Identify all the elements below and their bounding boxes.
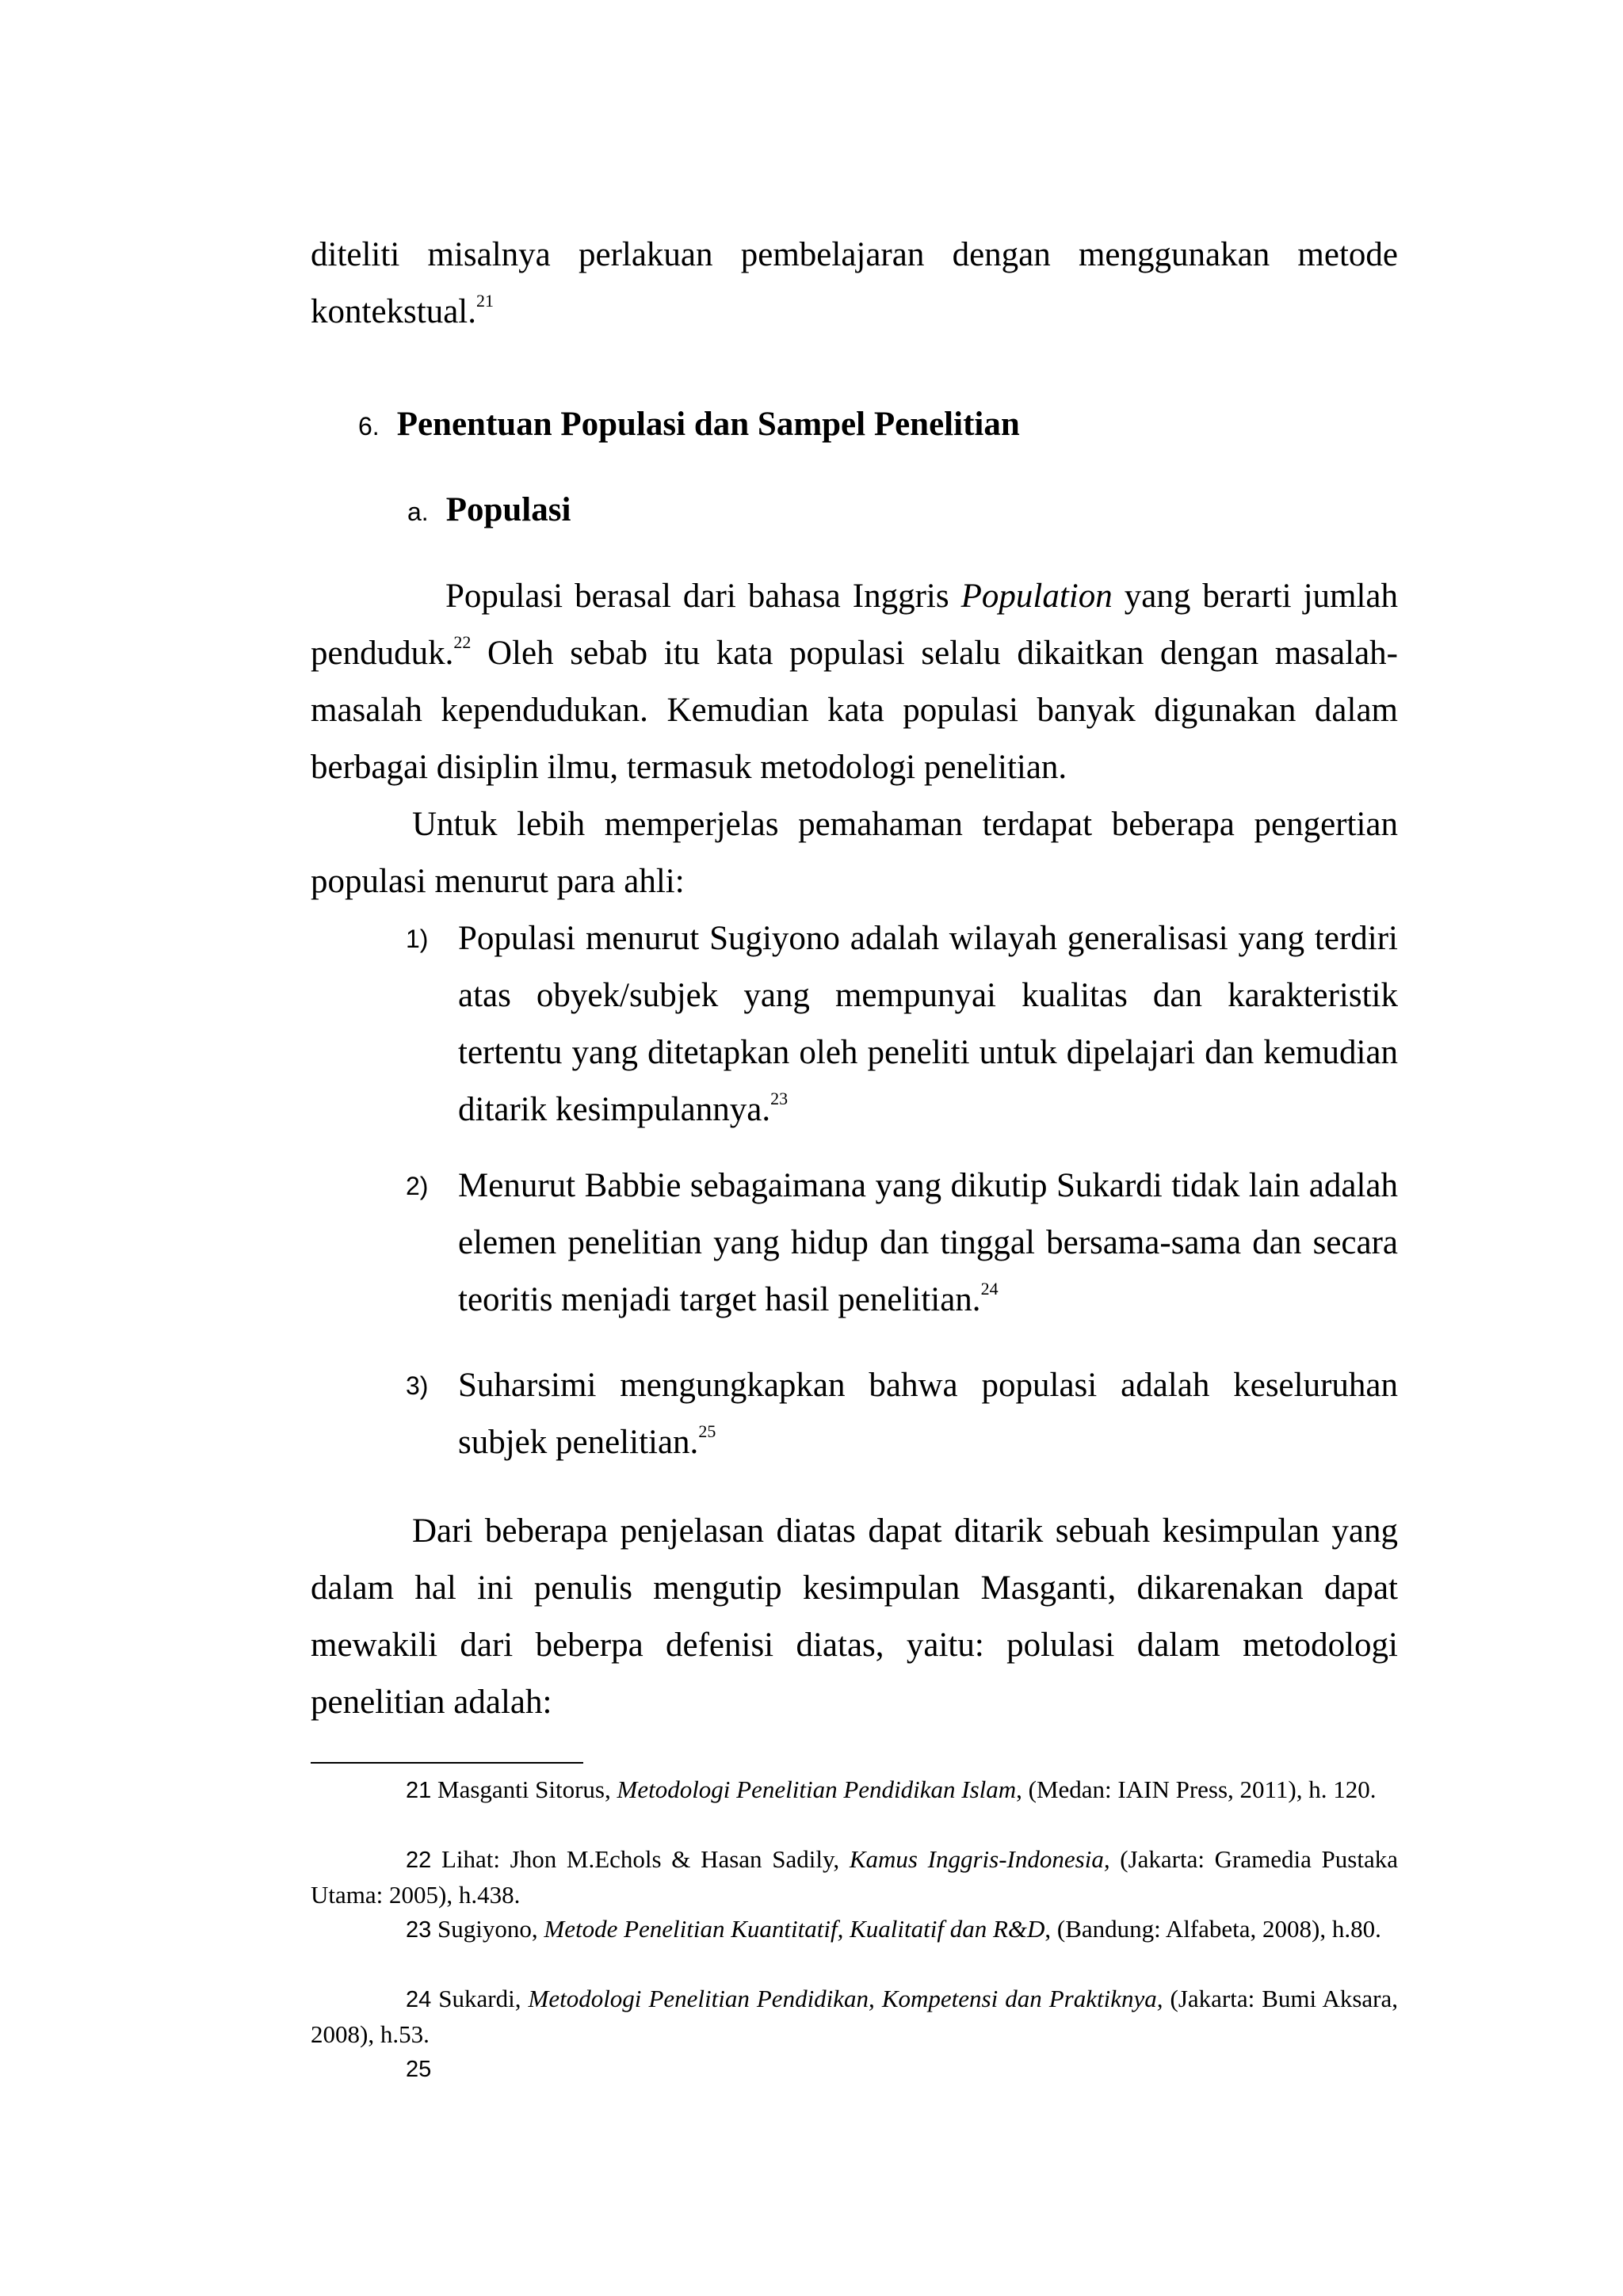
footnote-number: 25 bbox=[406, 2057, 432, 2082]
paragraph-conclusion bbox=[311, 1503, 1398, 1731]
footnote-number: 22 bbox=[406, 1848, 432, 1873]
list-marker: 3) bbox=[406, 1371, 429, 1400]
list-item-text: Populasi menurut Sugiyono adalah wilayah generalisasi yang terdiri atas obyek/subjek yang mempunyai kualitas dan karakteristik tertentu yang ditetapkan oleh peneliti untuk dipelajari dan kemudian ditarik kesimpulannya. bbox=[458, 920, 1398, 1128]
paragraph-continuation bbox=[311, 227, 1398, 341]
section-number: 6. bbox=[358, 412, 380, 441]
footnote-ref: 25 bbox=[698, 1421, 716, 1441]
footnote-ref: 22 bbox=[453, 632, 472, 652]
list-marker: 1) bbox=[406, 925, 429, 953]
footnote-ref: 24 bbox=[980, 1279, 999, 1299]
footnote: 23 Sugiyono, Metode Penelitian Kuantitatif, Kualitatif dan R&D, (Bandung: Alfabeta, 2008), h.80. bbox=[406, 1915, 1381, 1943]
section-heading bbox=[358, 401, 1020, 450]
paragraph-text: Untuk lebih memperjelas pemahaman terdapat beberapa pengertian populasi menurut para ahli: bbox=[311, 806, 1398, 900]
list-marker: 2) bbox=[406, 1172, 429, 1200]
subsection-letter: a. bbox=[407, 498, 429, 526]
italic-term: Population bbox=[960, 578, 1113, 615]
list-item-text: Suharsimi mengungkapkan bahwa populasi adalah keseluruhan subjek penelitian. bbox=[458, 1367, 1398, 1461]
footnote-ref: 21 bbox=[476, 291, 494, 311]
paragraph-text: diteliti misalnya perlakuan pembelajaran dengan menggunakan metode kontekstual. bbox=[311, 236, 1398, 330]
paragraph-text: Populasi berasal dari bahasa Inggris bbox=[445, 578, 961, 615]
paragraph-text: yang berarti jumlah penduduk. bbox=[311, 578, 1398, 672]
subsection-heading bbox=[407, 486, 571, 536]
footnote-number: 23 bbox=[406, 1917, 432, 1943]
footnote-ref: 23 bbox=[770, 1089, 789, 1108]
paragraph-intro-list bbox=[311, 796, 1398, 910]
footnote: 22 Lihat: Jhon M.Echols & Hasan Sadily, Kamus Inggris-Indonesia, (Jakarta: Gramedia Pustaka Utama: 2005), h.438. bbox=[311, 1845, 1398, 1909]
footnote bbox=[311, 2051, 1398, 2087]
paragraph-text: Dari beberapa penjelasan diatas dapat ditarik sebuah kesimpulan yang dalam hal ini penulis mengutip kesimpulan Masganti, dikarenakan dapat mewakili dari beberpa defenisi diatas, yaitu: polulasi dalam metodologi penelitian adalah: bbox=[311, 1512, 1398, 1721]
section-title: Penentuan Populasi dan Sampel Penelitian bbox=[396, 406, 1020, 443]
paragraph-population-definition bbox=[311, 568, 1398, 796]
paragraph-text: Oleh sebab itu kata populasi selalu dikaitkan dengan masalah-masalah kependudukan. Kemudian kata populasi banyak digunakan dalam berbagai disiplin ilmu, termasuk metodologi penelitian. bbox=[311, 635, 1398, 786]
footnote-number: 21 bbox=[406, 1778, 432, 1803]
footnote: 24 Sukardi, Metodologi Penelitian Pendidikan, Kompetensi dan Praktiknya, (Jakarta: Bumi Aksara, 2008), h.53. bbox=[311, 1985, 1398, 2048]
footnote: 21 Masganti Sitorus, Metodologi Penelitian Pendidikan Islam, (Medan: IAIN Press, 2011), h. 120. bbox=[406, 1775, 1377, 1803]
subsection-title: Populasi bbox=[445, 491, 571, 528]
footnote-number: 24 bbox=[406, 1987, 432, 2012]
list-item-text: Menurut Babbie sebagaimana yang dikutip Sukardi tidak lain adalah elemen penelitian yang hidup dan tinggal bersama-sama dan secara teoritis menjadi target hasil penelitian. bbox=[458, 1167, 1398, 1318]
footnote-separator bbox=[311, 1762, 583, 1764]
